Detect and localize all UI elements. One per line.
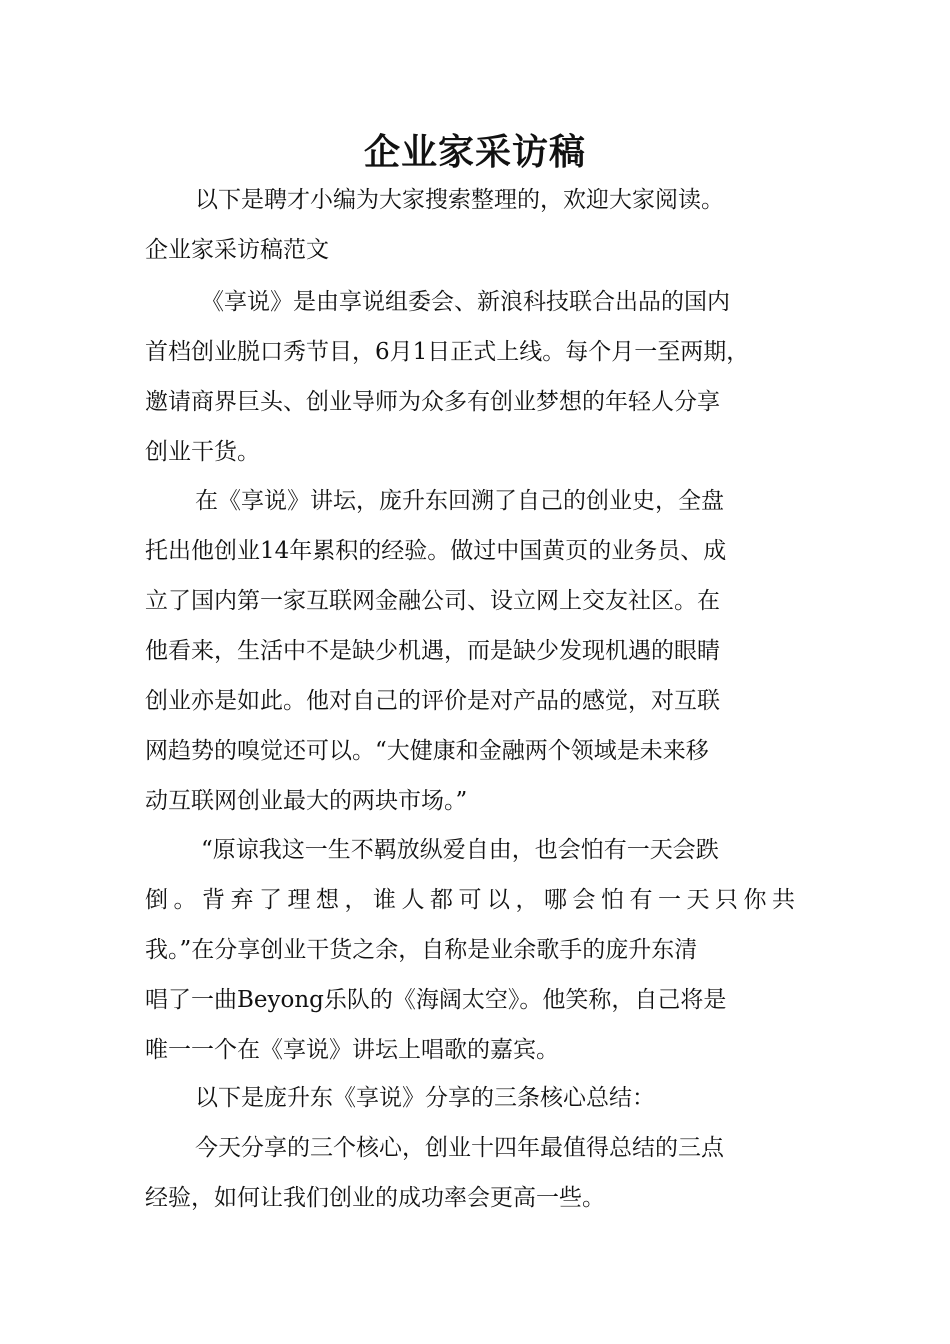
paragraph-3: [145, 825, 815, 1075]
paragraph-line: “原谅我这一生不羁放纵爱自由，也会怕有一天会跌: [201, 837, 719, 863]
paragraph-line: 网趋势的嗅觉还可以。“大健康和金融两个领域是未来移: [145, 738, 709, 764]
paragraph-line: 立了国内第一家互联网金融公司、设立网上交友社区。在: [145, 588, 720, 614]
paragraph-line: 唱了一曲Beyong乐队的《海阔太空》。他笑称，自己将是: [145, 987, 727, 1013]
document-title: 企业家采访稿: [363, 131, 586, 173]
paragraph-line: 动互联网创业最大的两块市场。”: [145, 788, 468, 814]
paragraph-line: 以下是庞升东《享说》分享的三条核心总结：: [195, 1085, 655, 1111]
paragraph-line: 创业亦是如此。他对自己的评价是对产品的感觉，对互联: [145, 688, 720, 714]
paragraph-line: 他看来，生活中不是缺少机遇，而是缺少发现机遇的眼睛: [145, 638, 720, 664]
document-body: [145, 175, 815, 275]
paragraph-line: 托出他创业14年累积的经验。做过中国黄页的业务员、成: [145, 538, 727, 564]
subtitle-line: 企业家采访稿范文: [145, 237, 329, 263]
paragraph-line: 经验，如何让我们创业的成功率会更高一些。: [145, 1185, 605, 1211]
paragraph-line: 我。”在分享创业干货之余，自称是业余歌手的庞升东清: [145, 937, 698, 963]
paragraph-line: 在《享说》讲坛，庞升东回溯了自己的创业史，全盘: [195, 488, 724, 514]
paragraph-2: [145, 476, 815, 826]
paragraph-5: [145, 1123, 815, 1223]
paragraph-line: 创业干货。: [145, 439, 260, 465]
paragraph-line: 《享说》是由享说组委会、新浪科技联合出品的国内: [201, 289, 730, 315]
paragraph-line: 今天分享的三个核心，创业十四年最值得总结的三点: [195, 1135, 724, 1161]
paragraph-line: 邀请商界巨头、创业导师为众多有创业梦想的年轻人分享: [145, 389, 720, 415]
paragraph-1: [145, 277, 815, 477]
intro-line: 以下是聘才小编为大家搜索整理的，欢迎大家阅读。: [195, 187, 724, 213]
paragraph-4: [145, 1073, 815, 1123]
paragraph-line: 倒。背弃了理想，谁人都可以，哪会怕有一天只你共: [145, 887, 801, 913]
paragraph-line: 首档创业脱口秀节目，6月1日正式上线。每个月一至两期，: [145, 339, 750, 365]
paragraph-line: 唯一一个在《享说》讲坛上唱歌的嘉宾。: [145, 1037, 559, 1063]
